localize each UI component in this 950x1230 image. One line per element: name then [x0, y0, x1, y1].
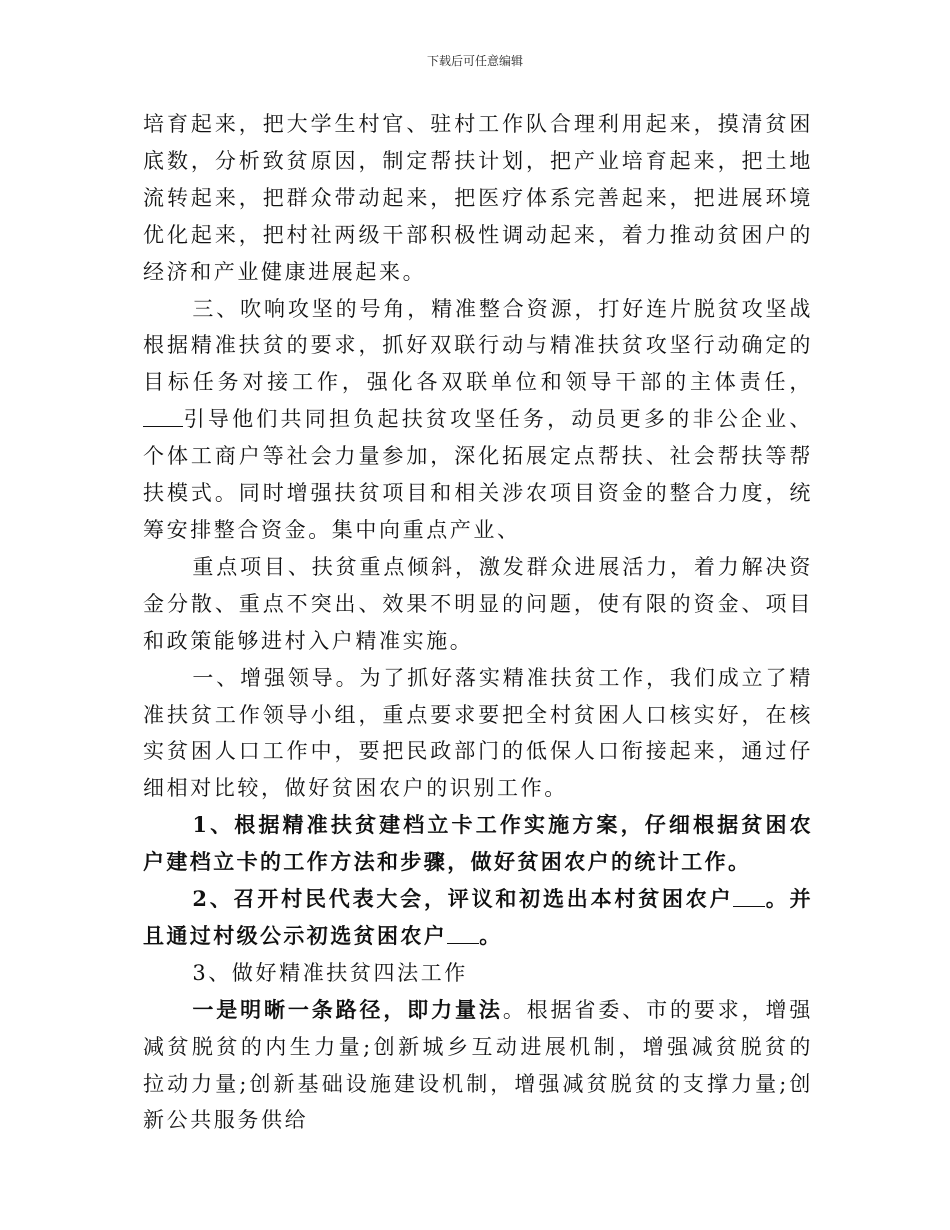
fill-in-blank: [447, 923, 479, 944]
paragraph-4: 一、增强领导。为了抓好落实精准扶贫工作，我们成立了精准扶贫工作领导小组，重点要求要把全村贫困人口核实好，在核实贫困人口工作中，要把民政部门的低保人口衔接起来，通过仔细相对比较，做好贫困农户的识别工作。: [143, 665, 813, 801]
document-body: [143, 106, 813, 1139]
fill-in-blank: [733, 886, 765, 907]
paragraph-6: [143, 881, 813, 955]
paragraph-2: [143, 291, 813, 549]
paragraph-1: 培育起来，把大学生村官、驻村工作队合理利用起来，摸清贫困底数，分析致贫原因，制定帮扶计划，把产业培育起来，把土地流转起来，把群众带动起来，把医疗体系完善起来，把进展环境优化起来，把村社两级干部积极性调动起来，着力推动贫困户的经济和产业健康进展起来。: [143, 112, 813, 284]
paragraph-8-rest: 。根据省委、市的要求，增强减贫脱贫的内生力量;创新城乡互动进展机制，增强减贫脱贫的拉动力量;创新基础设施建设机制，增强减贫脱贫的支撑力量;创新公共服务供给: [143, 997, 813, 1133]
fill-in-blank: [143, 406, 183, 427]
paragraph-2-before-blank: 三、吹响攻坚的号角，精准整合资源，打好连片脱贫攻坚战根据精准扶贫的要求，抓好双联行动与精准扶贫攻坚行动确定的目标任务对接工作，强化各双联单位和领导干部的主体责任，: [143, 296, 813, 395]
paragraph-8-lead: 一是明晰一条路径，即力量法: [192, 996, 503, 1022]
paragraph-8: [143, 992, 813, 1140]
paragraph-6-part-c: 。: [479, 922, 503, 948]
paragraph-2-after-blank: 引导他们共同担负起扶贫攻坚任务，动员更多的非公企业、个体工商户等社会力量参加，深化拓展定点帮扶、社会帮扶等帮扶模式。同时增强扶贫项目和相关涉农项目资金的整合力度，统筹安排整合资金。集中向重点产业、: [143, 407, 813, 542]
paragraph-6-part-b: 。并且通过村级公示初选贫困农户: [143, 886, 813, 948]
paragraph-7: 3、做好精准扶贫四法工作: [192, 960, 468, 985]
paragraph-5: 1、根据精准扶贫建档立卡工作实施方案，仔细根据贫困农户建档立卡的工作方法和步骤，做好贫困农户的统计工作。: [143, 812, 813, 875]
page-header: 下载后可任意编辑: [426, 54, 523, 68]
paragraph-6-part-a: 2、召开村民代表大会，评议和初选出本村贫困农户: [192, 886, 734, 912]
paragraph-3: 重点项目、扶贫重点倾斜，激发群众进展活力，着力解决资金分散、重点不突出、效果不明显的问题，使有限的资金、项目和政策能够进村入户精准实施。: [143, 554, 813, 653]
